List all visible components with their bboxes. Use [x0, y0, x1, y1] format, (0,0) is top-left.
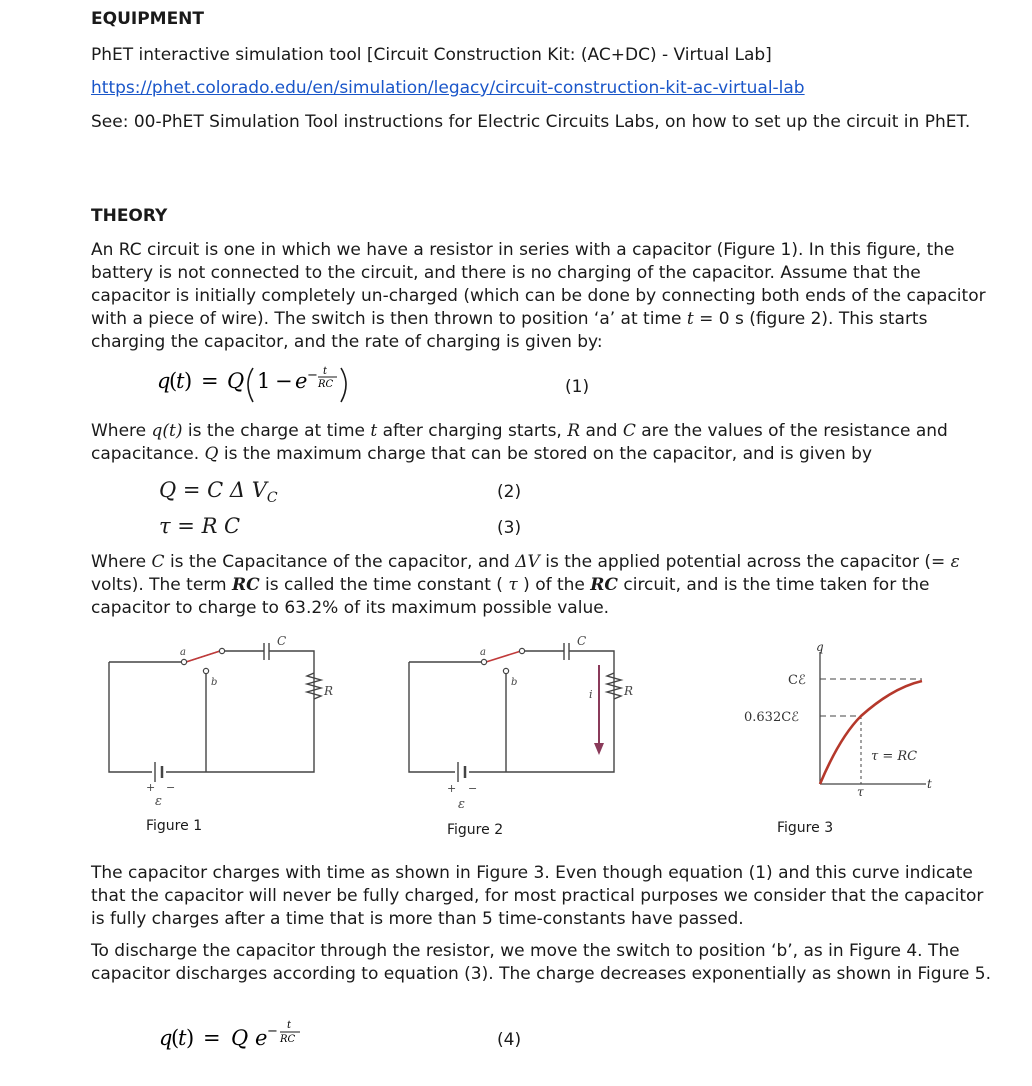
p3-w1: Where [91, 552, 152, 572]
charging-curve [820, 681, 922, 784]
fig2-label-b: b [511, 677, 518, 688]
p3-w5: is called the time constant ( [259, 575, 509, 595]
fig1-label-a: a [180, 647, 186, 658]
equation-2-sub: C [266, 490, 278, 507]
theory-paragraph-2 [91, 420, 991, 466]
phet-link[interactable]: https://phet.colorado.edu/en/simulation/legacy/circuit-construction-kit-ac-virtual-lab [91, 78, 805, 98]
fig3-label-tau: τ [857, 785, 864, 799]
fig1-label-R: R [324, 684, 334, 698]
svg-text:Q: Q [231, 1026, 249, 1050]
p3-w6: ) of the [517, 575, 591, 595]
svg-text:t: t [323, 366, 328, 377]
p3-w2: is the Capacitance of the capacitor, and [164, 552, 516, 572]
fig3-label-0632: 0.632Cℰ [744, 710, 800, 725]
p2-Q: Q [204, 444, 219, 464]
equation-1 [157, 362, 397, 411]
fig1-label-C: C [277, 635, 287, 648]
fig3-label-ce: Cℰ [788, 673, 806, 688]
equation-2-number: (2) [497, 482, 522, 502]
svg-text:(: ( [169, 369, 178, 393]
p2-w4: and [580, 421, 623, 441]
equation-3: τ = R C [159, 514, 241, 538]
svg-text:(: ( [171, 1026, 180, 1050]
equation-2 [159, 478, 278, 506]
p3-w7: circuit, and is the time taken for the capacitor to charge to 63.2% of its maximum possible value. [91, 575, 930, 618]
svg-text:e: e [255, 1026, 268, 1050]
switch-pivot [481, 659, 486, 664]
figure-1-circuit [100, 635, 340, 815]
terminal-b [203, 668, 208, 673]
p2-w3: after charging starts, [377, 421, 568, 441]
fig2-plus: + [447, 782, 457, 795]
p3-C: C [151, 552, 165, 572]
svg-text:t: t [176, 369, 185, 393]
p2-C: C [622, 421, 636, 441]
p3-tau: τ [508, 575, 518, 595]
svg-text:=: = [201, 369, 219, 393]
svg-text:1: 1 [257, 369, 271, 393]
current-arrow-head [594, 743, 604, 755]
equipment-see-note: See: 00-PhET Simulation Tool instructions for Electric Circuits Labs, on how to set up the circuit in PhET. [91, 112, 971, 132]
p2-qt: q(t) [151, 421, 183, 441]
equation-1-svg [157, 362, 397, 406]
svg-text:q: q [157, 369, 171, 393]
fig1-plus: + [146, 781, 156, 794]
svg-text:): ) [184, 369, 193, 393]
switch-pivot [181, 659, 186, 664]
svg-text:q: q [159, 1026, 173, 1050]
p3-dV: ΔV [515, 552, 540, 572]
fig1-minus: − [166, 781, 176, 794]
figure-3-caption: Figure 3 [777, 820, 834, 836]
svg-text:t: t [287, 1020, 292, 1031]
p3-RC: RC [231, 575, 260, 595]
figure-3-graph [740, 632, 940, 802]
figure-2 [400, 635, 640, 819]
figure-1 [100, 635, 340, 819]
figure-2-caption: Figure 2 [447, 822, 504, 838]
equipment-link-line [91, 77, 991, 100]
equation-4 [159, 1018, 329, 1063]
equation-4-svg [159, 1018, 329, 1058]
terminal-b [503, 668, 508, 673]
svg-text:−: − [267, 1024, 278, 1039]
svg-text:−: − [275, 369, 293, 393]
theory-paragraph-5: To discharge the capacitor through the resistor, we move the switch to position ‘b’, as in Figure 4. The capacitor discharges according to equation (3). The charge decreases exponentially as shown in Figure 5. [91, 941, 991, 984]
figure-2-circuit [400, 635, 640, 815]
p2-w6: is the maximum charge that can be stored on the capacitor, and is given by [218, 444, 873, 464]
fig2-label-i: i [589, 688, 593, 701]
p3-eps: ε [950, 552, 960, 572]
p3-w3: is the applied potential across the capacitor (= [539, 552, 951, 572]
p3-RC2: RC [590, 575, 618, 595]
fig3-label-t: t [927, 777, 932, 791]
switch-blade-closed [486, 651, 521, 662]
svg-text:t: t [178, 1026, 187, 1050]
theory-paragraph-4: The capacitor charges with time as shown in Figure 3. Even though equation (1) and this curve indicate that the capacitor will never be fully charged, for most practical purposes we consider that the capacitor is fully charges after a time that is more than 5 time-constants have passed. [91, 863, 984, 929]
fig2-minus: − [468, 782, 478, 795]
p2-w5: are the values of the resistance and capacitance. [91, 421, 948, 464]
figure-1-caption: Figure 1 [146, 818, 203, 834]
fig3-label-q: q [816, 640, 824, 654]
fig1-label-b: b [211, 677, 218, 688]
p2-t: t [370, 421, 378, 441]
equipment-tool-text: PhET interactive simulation tool [Circuit Construction Kit: (AC+DC) - Virtual Lab] [91, 45, 772, 65]
fig3-label-tau-rc: τ = RC [871, 749, 918, 764]
equation-4-number: (4) [497, 1030, 522, 1050]
svg-text:Q: Q [227, 369, 245, 393]
terminal-a [219, 648, 224, 653]
p2-R: R [567, 421, 581, 441]
p2-w2: is the charge at time [182, 421, 371, 441]
theory-paragraph-3 [91, 551, 991, 620]
fig2-label-a: a [480, 647, 486, 658]
theory-paragraph-1 [91, 239, 991, 354]
svg-text:): ) [186, 1026, 195, 1050]
svg-text:RC: RC [318, 379, 334, 390]
svg-text:e: e [295, 369, 308, 393]
figure-3 [740, 632, 940, 806]
terminal-a [519, 648, 524, 653]
theory-heading: THEORY [91, 206, 168, 226]
equation-2-main: Q = C Δ V [159, 478, 267, 502]
equation-3-number: (3) [497, 518, 522, 538]
svg-text:RC: RC [280, 1034, 296, 1045]
p2-w1: Where [91, 421, 152, 441]
fig2-label-C: C [577, 635, 587, 648]
fig2-label-eps: ε [458, 797, 465, 812]
p3-w4: volts). The term [91, 575, 232, 595]
equipment-heading: EQUIPMENT [91, 9, 205, 29]
fig2-label-R: R [624, 684, 634, 698]
fig1-label-eps: ε [155, 794, 162, 809]
svg-text:−: − [307, 368, 318, 383]
p1-text-b: = 0 s (figure 2). This starts charging the capacitor, and the rate of charging is given by: [91, 309, 928, 352]
svg-text:=: = [203, 1026, 221, 1050]
p1-t: t [686, 309, 694, 329]
equation-1-number: (1) [565, 377, 590, 397]
p1-text-a: An RC circuit is one in which we have a resistor in series with a capacitor (Figure 1). In this figure, the battery is not connected to the circuit, and there is no charging of the capacitor. Assume that the capacitor is initially completely un-charged (which can be done by connecting both ends of the capacitor with a piece of wire). The switch is then thrown to position ‘a’ at time [91, 240, 986, 329]
